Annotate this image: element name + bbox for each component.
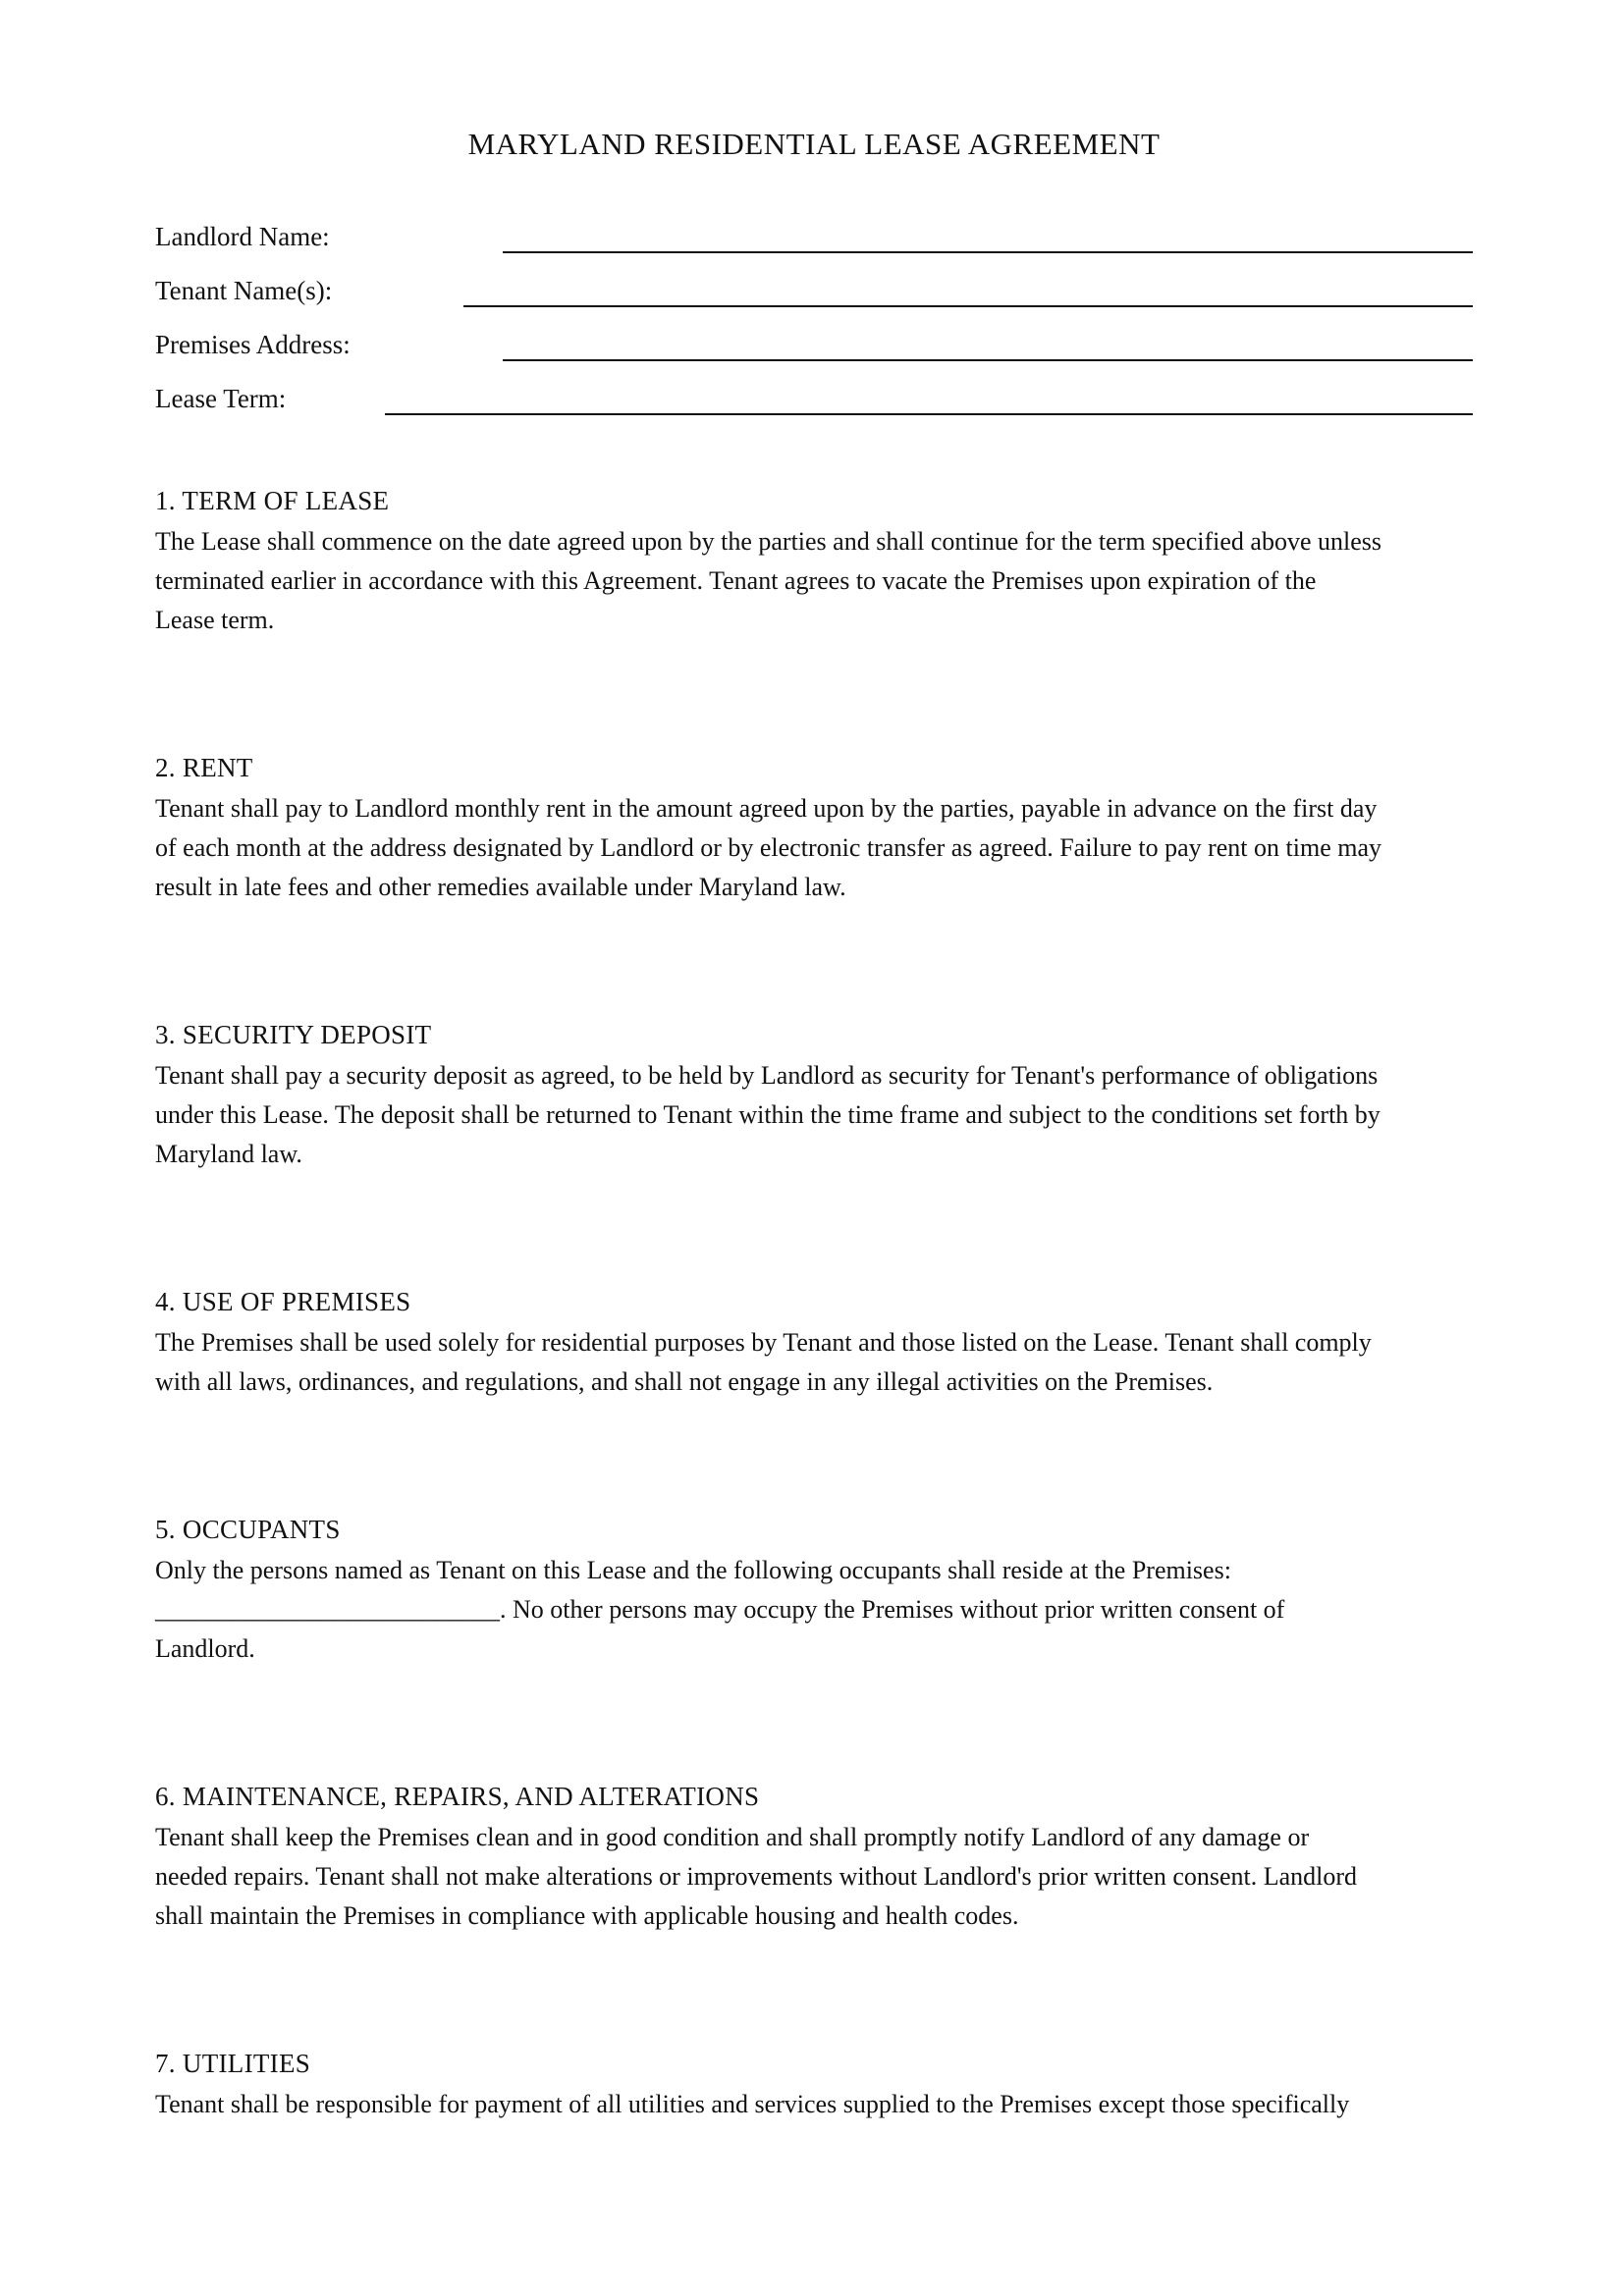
section-heading: 4. USE OF PREMISES: [155, 1287, 411, 1316]
body-line: ___________________________. No other persons may occupy the Premises without prior written consent of: [155, 1595, 1285, 1624]
section-heading: 1. TERM OF LEASE: [155, 486, 390, 515]
section-body: [155, 1323, 1473, 1402]
section-utilities: [155, 2048, 1473, 2124]
body-line: Tenant shall be responsible for payment of all utilities and services supplied to the Premises except those specifically: [155, 2090, 1350, 2118]
body-line: of each month at the address designated by Landlord or by electronic transfer as agreed. Failure to pay rent on time may: [155, 833, 1382, 862]
premises-address-blank-line: [503, 359, 1473, 361]
body-line: Landlord.: [155, 1634, 255, 1663]
landlord-name-label: Landlord Name:: [155, 222, 330, 251]
body-line: Maryland law.: [155, 1140, 302, 1168]
section-body: [155, 522, 1473, 640]
section-security-deposit: [155, 1019, 1473, 1174]
section-heading: 3. SECURITY DEPOSIT: [155, 1020, 432, 1049]
section-use-of-premises: [155, 1286, 1473, 1402]
section-body: [155, 1551, 1473, 1669]
body-line: shall maintain the Premises in compliance with applicable housing and health codes.: [155, 1901, 1019, 1930]
body-line: Tenant shall pay a security deposit as agreed, to be held by Landlord as security for Tenant's performance of obligations: [155, 1061, 1379, 1090]
tenant-names-blank-line: [463, 305, 1473, 307]
body-line: terminated earlier in accordance with this Agreement. Tenant agrees to vacate the Premises upon expiration of the: [155, 566, 1317, 595]
premises-address-field: [155, 325, 1473, 379]
section-body: [155, 1818, 1473, 1936]
section-occupants: [155, 1514, 1473, 1669]
section-body: [155, 1056, 1473, 1174]
section-term-of-lease: [155, 485, 1473, 640]
premises-address-label: Premises Address:: [155, 330, 351, 359]
body-line: Tenant shall pay to Landlord monthly rent in the amount agreed upon by the parties, payable in advance on the first day: [155, 794, 1378, 823]
tenant-names-label: Tenant Name(s):: [155, 276, 333, 305]
section-maintenance-repairs-alterations: [155, 1781, 1473, 1936]
lease-term-blank-line: [385, 413, 1473, 415]
section-body: [155, 2085, 1473, 2124]
section-heading: 6. MAINTENANCE, REPAIRS, AND ALTERATIONS: [155, 1782, 760, 1811]
body-line: The Premises shall be used solely for residential purposes by Tenant and those listed on the Lease. Tenant shall comply: [155, 1328, 1372, 1357]
tenant-names-field: [155, 271, 1473, 325]
lease-term-label: Lease Term:: [155, 384, 287, 413]
body-line: with all laws, ordinances, and regulations, and shall not engage in any illegal activities on the Premises.: [155, 1367, 1214, 1396]
section-heading: 7. UTILITIES: [155, 2049, 311, 2078]
document-title: MARYLAND RESIDENTIAL LEASE AGREEMENT: [467, 127, 1161, 161]
body-line: Lease term.: [155, 606, 275, 634]
landlord-name-field: [155, 217, 1473, 271]
lease-sections: [155, 485, 1473, 2124]
section-heading: 5. OCCUPANTS: [155, 1515, 341, 1544]
lease-term-field: [155, 379, 1473, 433]
body-line: result in late fees and other remedies available under Maryland law.: [155, 873, 846, 901]
lease-fields: [155, 217, 1473, 433]
section-rent: [155, 752, 1473, 907]
body-line: Tenant shall keep the Premises clean and in good condition and shall promptly notify Landlord of any damage or: [155, 1823, 1310, 1851]
section-heading: 2. RENT: [155, 753, 253, 782]
body-line: needed repairs. Tenant shall not make alterations or improvements without Landlord's prior written consent. Landlord: [155, 1862, 1358, 1891]
body-line: Only the persons named as Tenant on this Lease and the following occupants shall reside at the Premises:: [155, 1556, 1231, 1584]
body-line: under this Lease. The deposit shall be returned to Tenant within the time frame and subject to the conditions set forth by: [155, 1100, 1380, 1129]
body-line: The Lease shall commence on the date agreed upon by the parties and shall continue for the term specified above unless: [155, 527, 1381, 556]
landlord-name-blank-line: [503, 251, 1473, 253]
section-body: [155, 789, 1473, 907]
